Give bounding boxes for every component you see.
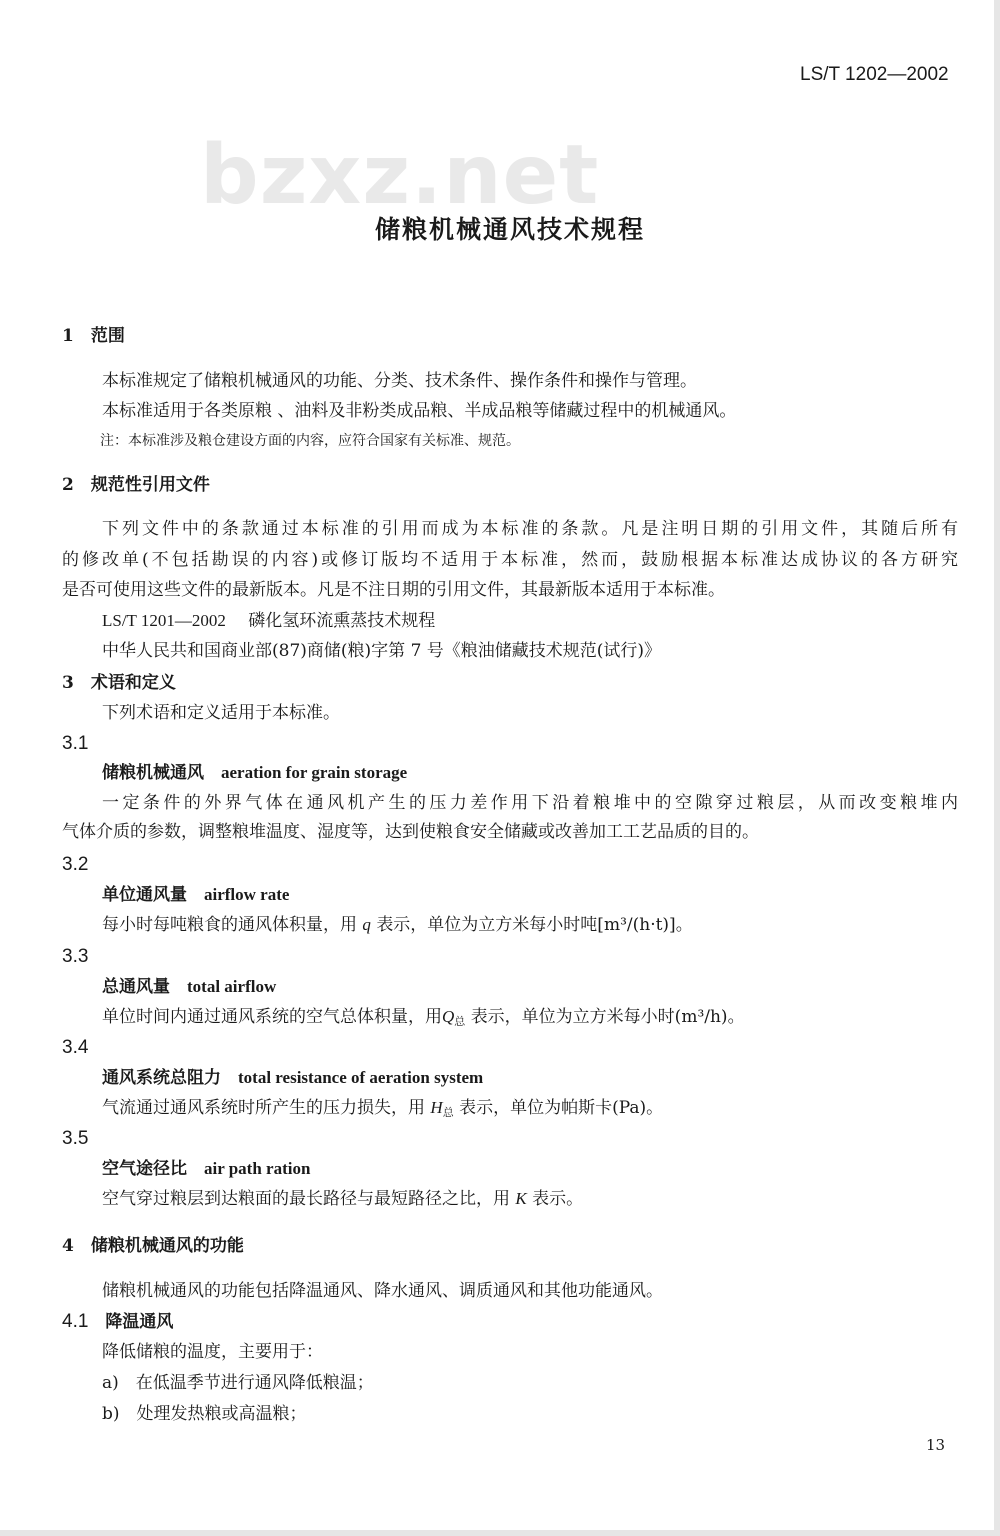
- term-zh: 总通风量: [102, 977, 170, 997]
- paragraph: 下列文件中的条款通过本标准的引用而成为本标准的条款。凡是注明日期的引用文件，其随后所有: [102, 519, 958, 539]
- paragraph: 是否可使用这些文件的最新版本。凡是不注日期的引用文件，其最新版本适用于本标准。: [62, 580, 725, 600]
- section-1-heading: 1 范围: [62, 326, 125, 346]
- text: 表示，单位为立方米每小时(m³/h)。: [470, 1007, 745, 1027]
- section-2-heading: 2 规范性引用文件: [62, 475, 210, 495]
- reference-1: [102, 610, 435, 632]
- note: 注：本标准涉及粮仓建设方面的内容，应符合国家有关标准、规范。: [100, 433, 520, 449]
- list-item: a) 在低温季节进行通风降低粮温；: [102, 1373, 374, 1393]
- paragraph: 降低储粮的温度，主要用于：: [102, 1342, 323, 1362]
- subscript: 总: [454, 1015, 466, 1028]
- term-zh: 单位通风量: [102, 885, 187, 905]
- term-zh: 空气途径比: [102, 1159, 187, 1179]
- text: 表示。: [532, 1189, 584, 1209]
- text: 每小时每吨粮食的通风体积量，用: [102, 915, 357, 935]
- paragraph: 本标准规定了储粮机械通风的功能、分类、技术条件、操作条件和操作与管理。: [102, 371, 697, 391]
- term: [102, 1158, 310, 1180]
- clause-number: 4.1: [62, 1311, 89, 1332]
- text: 气流通过通风系统时所产生的压力损失，用: [102, 1098, 425, 1118]
- term: [102, 762, 407, 784]
- clause-number: 3.2: [62, 854, 89, 875]
- term-en: total airflow: [187, 977, 277, 996]
- term-en: aeration for grain storage: [221, 763, 408, 782]
- list-item: b) 处理发热粮或高温粮；: [102, 1404, 307, 1424]
- subsection-4-1-heading: [62, 1311, 173, 1333]
- definition: [102, 1097, 663, 1124]
- subsection-title: 降温通风: [105, 1312, 174, 1332]
- term-zh: 储粮机械通风: [102, 763, 204, 783]
- term-en: airflow rate: [204, 885, 290, 904]
- subscript: 总: [442, 1106, 454, 1119]
- reference-number: LS/T 1201—2002: [102, 611, 226, 630]
- term-en: total resistance of aeration system: [238, 1068, 484, 1087]
- paragraph: 的修改单(不包括勘误的内容)或修订版均不适用于本标准，然而，鼓励根据本标准达成协议的各方研究: [62, 550, 958, 570]
- document-title: 储粮机械通风技术规程: [374, 215, 645, 244]
- definition: [102, 1188, 583, 1210]
- clause-number: 3.5: [62, 1128, 89, 1149]
- watermark: bzxz.net: [200, 128, 600, 223]
- symbol: H: [430, 1098, 443, 1117]
- term-zh: 通风系统总阻力: [102, 1068, 221, 1088]
- symbol: Q: [442, 1007, 455, 1026]
- term: [102, 976, 276, 998]
- text: 空气穿过粮层到达粮面的最长路径与最短路径之比，用: [102, 1189, 510, 1209]
- section-3-heading: 3 术语和定义: [62, 673, 176, 693]
- definition: 气体介质的参数，调整粮堆温度、湿度等，达到使粮食安全储藏或改善加工工艺品质的目的。: [62, 822, 759, 842]
- clause-number: 3.1: [62, 733, 89, 754]
- definition: [102, 914, 693, 936]
- standard-number: LS/T 1202—2002: [800, 64, 949, 85]
- term: [102, 884, 289, 906]
- section-4-heading: 4 储粮机械通风的功能: [62, 1236, 244, 1256]
- symbol: q: [362, 915, 371, 934]
- page-number: 13: [926, 1436, 946, 1454]
- text: 表示，单位为立方米每小时吨[m³/(h·t)]。: [376, 915, 693, 935]
- term: [102, 1067, 483, 1089]
- text: 单位时间内通过通风系统的空气总体积量，用: [102, 1007, 442, 1027]
- reference-2: 中华人民共和国商业部(87)商储(粮)字第 7 号《粮油储藏技术规范(试行)》: [102, 641, 662, 661]
- reference-title: 磷化氢环流熏蒸技术规程: [248, 611, 436, 631]
- definition: 一定条件的外界气体在通风机产生的压力差作用下沿着粮堆中的空隙穿过粮层，从而改变粮堆内: [102, 793, 958, 813]
- symbol: K: [515, 1189, 527, 1208]
- definition: [102, 1006, 745, 1033]
- paragraph: 下列术语和定义适用于本标准。: [102, 703, 340, 723]
- paragraph: 本标准适用于各类原粮 、油料及非粉类成品粮、半成品粮等储藏过程中的机械通风。: [102, 401, 737, 421]
- paragraph: 储粮机械通风的功能包括降温通风、降水通风、调质通风和其他功能通风。: [102, 1281, 663, 1301]
- term-en: air path ration: [204, 1159, 311, 1178]
- text: 表示，单位为帕斯卡(Pa)。: [459, 1098, 664, 1118]
- clause-number: 3.4: [62, 1037, 89, 1058]
- clause-number: 3.3: [62, 946, 89, 967]
